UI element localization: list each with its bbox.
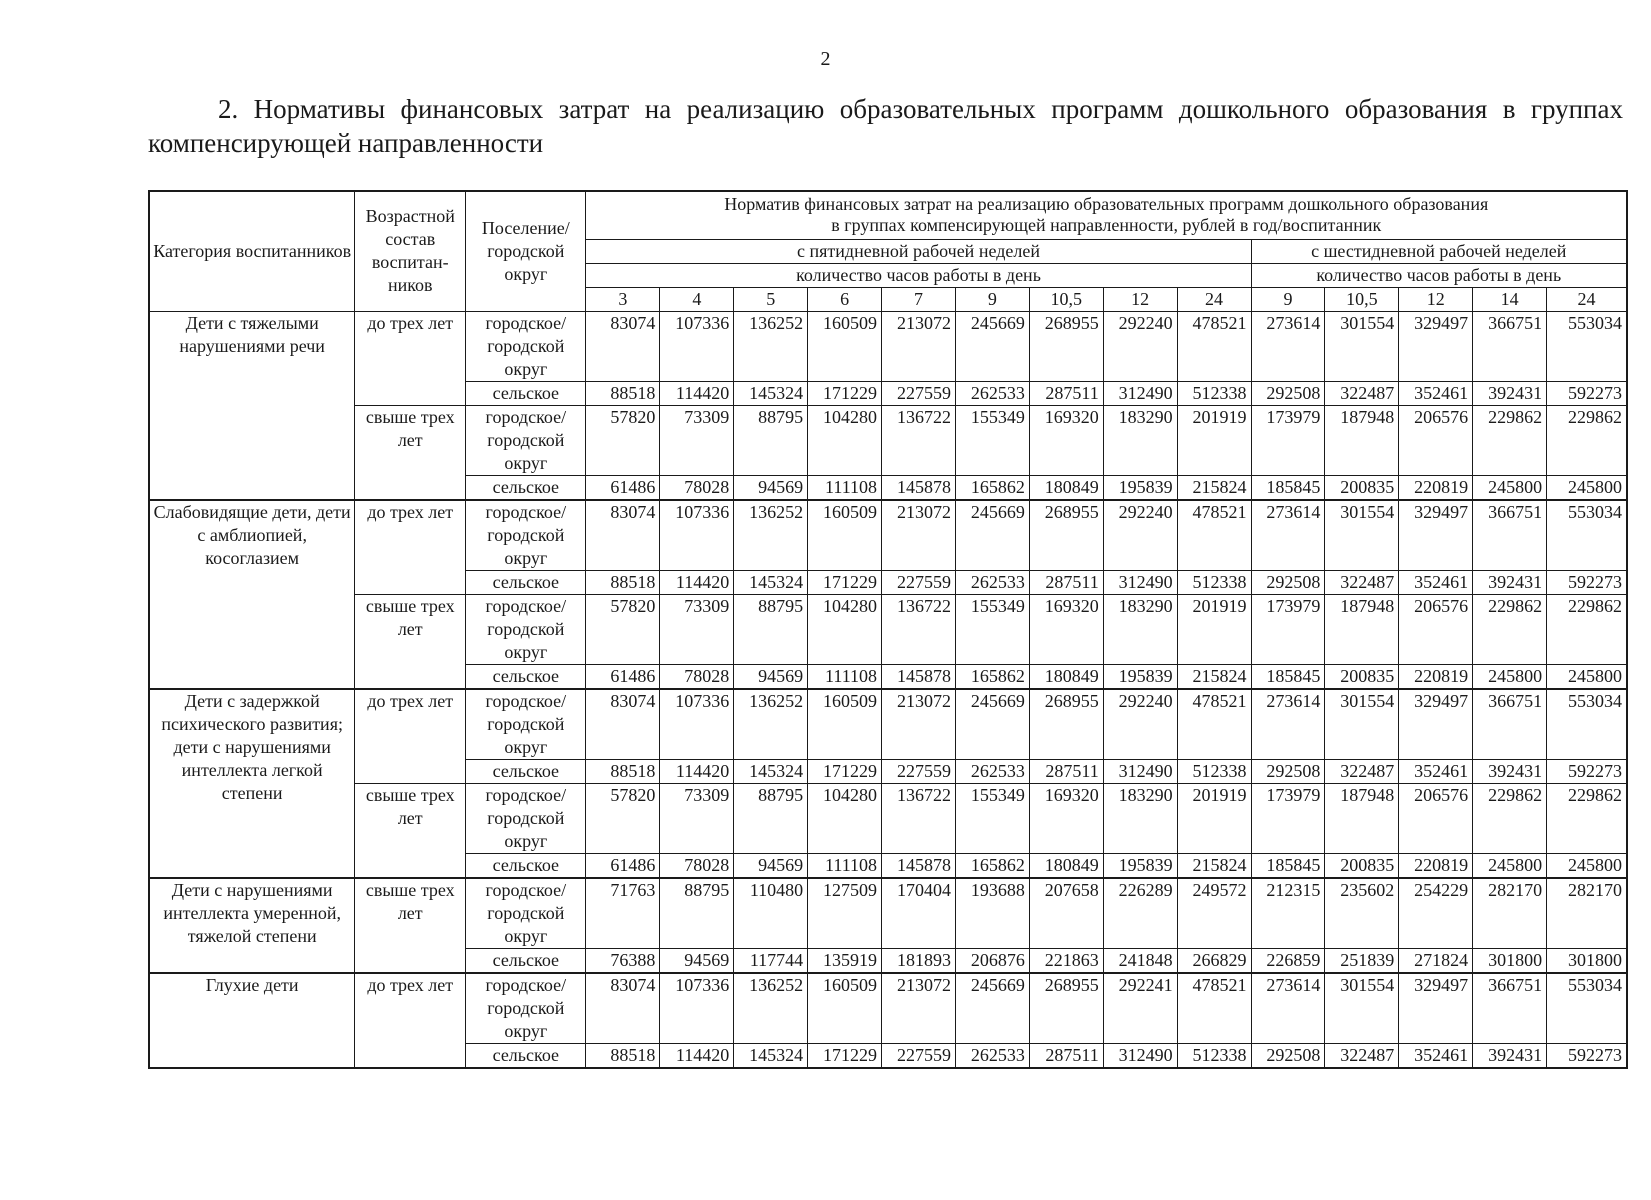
value-cell: 94569 (734, 475, 808, 500)
value-cell: 185845 (1251, 475, 1325, 500)
value-cell: 553034 (1547, 311, 1627, 381)
settlement-cell: городское/ городской округ (466, 878, 586, 949)
header-age: Возрастной состав воспитан-ников (355, 191, 466, 311)
age-cell: до трех лет (355, 689, 466, 784)
header-hours-five-5: 9 (955, 287, 1029, 311)
header-hours-six-day: количество часов работы в день (1251, 263, 1627, 287)
value-cell: 245800 (1547, 475, 1627, 500)
value-cell: 180849 (1029, 475, 1103, 500)
section-heading: 2. Нормативы финансовых затрат на реализацию образовательных программ дошкольного образования в группах компенсирующей направленности (148, 94, 1623, 158)
value-cell: 88518 (586, 1043, 660, 1068)
value-cell: 273614 (1251, 500, 1325, 571)
value-cell: 207658 (1029, 878, 1103, 949)
value-cell: 478521 (1177, 311, 1251, 381)
value-cell: 227559 (882, 381, 956, 405)
value-cell: 553034 (1547, 689, 1627, 760)
value-cell: 160509 (808, 973, 882, 1044)
value-cell: 292240 (1103, 311, 1177, 381)
value-cell: 145324 (734, 759, 808, 783)
value-cell: 322487 (1325, 759, 1399, 783)
value-cell: 104280 (808, 405, 882, 475)
value-cell: 366751 (1473, 311, 1547, 381)
value-cell: 201919 (1177, 594, 1251, 664)
settlement-cell: городское/ городской округ (466, 594, 586, 664)
value-cell: 220819 (1399, 853, 1473, 878)
value-cell: 165862 (955, 664, 1029, 689)
header-settlement: Поселение/ городской округ (466, 191, 586, 311)
value-cell: 245800 (1473, 664, 1547, 689)
value-cell: 114420 (660, 1043, 734, 1068)
value-cell: 88795 (660, 878, 734, 949)
category-cell: Дети с нарушениями интеллекта умеренной, тяжелой степени (149, 878, 355, 973)
value-cell: 155349 (955, 594, 1029, 664)
value-cell: 312490 (1103, 570, 1177, 594)
normatives-table (148, 190, 1628, 1069)
value-cell: 245800 (1547, 664, 1627, 689)
settlement-cell: сельское (466, 664, 586, 689)
age-cell: до трех лет (355, 500, 466, 595)
header-normative-line1: Норматив финансовых затрат на реализацию образовательных программ дошкольного образования (724, 194, 1489, 215)
value-cell: 213072 (882, 311, 956, 381)
value-cell: 117744 (734, 948, 808, 973)
settlement-cell: городское/ городской округ (466, 405, 586, 475)
value-cell: 366751 (1473, 689, 1547, 760)
value-cell: 83074 (586, 973, 660, 1044)
value-cell: 88518 (586, 570, 660, 594)
value-cell: 187948 (1325, 594, 1399, 664)
value-cell: 110480 (734, 878, 808, 949)
value-cell: 322487 (1325, 1043, 1399, 1068)
value-cell: 312490 (1103, 381, 1177, 405)
value-cell: 227559 (882, 1043, 956, 1068)
category-cell: Глухие дети (149, 973, 355, 1068)
value-cell: 104280 (808, 594, 882, 664)
value-cell: 206576 (1399, 594, 1473, 664)
value-cell: 312490 (1103, 1043, 1177, 1068)
settlement-cell: сельское (466, 853, 586, 878)
value-cell: 145324 (734, 570, 808, 594)
header-hours-six-0: 9 (1251, 287, 1325, 311)
value-cell: 553034 (1547, 500, 1627, 571)
value-cell: 83074 (586, 689, 660, 760)
value-cell: 180849 (1029, 664, 1103, 689)
value-cell: 206876 (955, 948, 1029, 973)
value-cell: 227559 (882, 759, 956, 783)
header-category: Категория воспитанников (149, 191, 355, 311)
value-cell: 553034 (1547, 973, 1627, 1044)
settlement-cell: сельское (466, 570, 586, 594)
value-cell: 173979 (1251, 405, 1325, 475)
value-cell: 78028 (660, 853, 734, 878)
value-cell: 57820 (586, 783, 660, 853)
value-cell: 171229 (808, 381, 882, 405)
value-cell: 241848 (1103, 948, 1177, 973)
value-cell: 111108 (808, 475, 882, 500)
value-cell: 266829 (1177, 948, 1251, 973)
table-row (149, 689, 1627, 760)
value-cell: 329497 (1399, 500, 1473, 571)
value-cell: 213072 (882, 973, 956, 1044)
value-cell: 262533 (955, 1043, 1029, 1068)
value-cell: 245669 (955, 973, 1029, 1044)
value-cell: 312490 (1103, 759, 1177, 783)
value-cell: 213072 (882, 500, 956, 571)
value-cell: 181893 (882, 948, 956, 973)
value-cell: 169320 (1029, 783, 1103, 853)
value-cell: 201919 (1177, 405, 1251, 475)
settlement-cell: сельское (466, 948, 586, 973)
value-cell: 329497 (1399, 689, 1473, 760)
value-cell: 245800 (1473, 853, 1547, 878)
value-cell: 94569 (734, 664, 808, 689)
value-cell: 201919 (1177, 783, 1251, 853)
settlement-cell: сельское (466, 1043, 586, 1068)
value-cell: 88795 (734, 594, 808, 664)
value-cell: 187948 (1325, 783, 1399, 853)
value-cell: 145324 (734, 381, 808, 405)
table-row (149, 311, 1627, 381)
settlement-cell: городское/ городской округ (466, 783, 586, 853)
value-cell: 287511 (1029, 570, 1103, 594)
value-cell: 301800 (1547, 948, 1627, 973)
age-cell: до трех лет (355, 311, 466, 405)
value-cell: 227559 (882, 570, 956, 594)
value-cell: 301554 (1325, 311, 1399, 381)
value-cell: 273614 (1251, 689, 1325, 760)
value-cell: 273614 (1251, 311, 1325, 381)
value-cell: 206576 (1399, 405, 1473, 475)
settlement-cell: сельское (466, 759, 586, 783)
value-cell: 478521 (1177, 500, 1251, 571)
value-cell: 200835 (1325, 853, 1399, 878)
value-cell: 155349 (955, 405, 1029, 475)
value-cell: 512338 (1177, 570, 1251, 594)
value-cell: 592273 (1547, 570, 1627, 594)
header-hours-five-2: 5 (734, 287, 808, 311)
value-cell: 392431 (1473, 570, 1547, 594)
category-cell: Слабовидящие дети, дети с амблиопией, косоглазием (149, 500, 355, 689)
value-cell: 215824 (1177, 853, 1251, 878)
value-cell: 262533 (955, 570, 1029, 594)
value-cell: 229862 (1547, 783, 1627, 853)
value-cell: 155349 (955, 783, 1029, 853)
value-cell: 171229 (808, 1043, 882, 1068)
settlement-cell: городское/ городской округ (466, 500, 586, 571)
value-cell: 165862 (955, 475, 1029, 500)
value-cell: 160509 (808, 500, 882, 571)
value-cell: 392431 (1473, 1043, 1547, 1068)
value-cell: 249572 (1177, 878, 1251, 949)
value-cell: 220819 (1399, 475, 1473, 500)
value-cell: 268955 (1029, 311, 1103, 381)
value-cell: 107336 (660, 500, 734, 571)
value-cell: 83074 (586, 500, 660, 571)
value-cell: 195839 (1103, 475, 1177, 500)
value-cell: 127509 (808, 878, 882, 949)
value-cell: 268955 (1029, 500, 1103, 571)
value-cell: 114420 (660, 381, 734, 405)
age-cell: свыше трех лет (355, 878, 466, 973)
value-cell: 262533 (955, 759, 1029, 783)
value-cell: 169320 (1029, 594, 1103, 664)
value-cell: 245800 (1473, 475, 1547, 500)
value-cell: 114420 (660, 570, 734, 594)
table-body (149, 311, 1627, 1068)
header-hours-five-7: 12 (1103, 287, 1177, 311)
value-cell: 136722 (882, 783, 956, 853)
value-cell: 61486 (586, 853, 660, 878)
value-cell: 160509 (808, 311, 882, 381)
header-normative (586, 191, 1627, 239)
value-cell: 76388 (586, 948, 660, 973)
value-cell: 83074 (586, 311, 660, 381)
value-cell: 171229 (808, 570, 882, 594)
value-cell: 245669 (955, 311, 1029, 381)
header-hours-five-8: 24 (1177, 287, 1251, 311)
value-cell: 478521 (1177, 689, 1251, 760)
value-cell: 366751 (1473, 500, 1547, 571)
header-hours-six-1: 10,5 (1325, 287, 1399, 311)
value-cell: 352461 (1399, 570, 1473, 594)
header-hours-five-6: 10,5 (1029, 287, 1103, 311)
value-cell: 229862 (1473, 594, 1547, 664)
header-hours-five-day: количество часов работы в день (586, 263, 1251, 287)
value-cell: 136252 (734, 973, 808, 1044)
value-cell: 185845 (1251, 853, 1325, 878)
page-number: 2 (820, 48, 831, 70)
value-cell: 301800 (1473, 948, 1547, 973)
header-hours-six-4: 24 (1547, 287, 1627, 311)
value-cell: 292508 (1251, 1043, 1325, 1068)
table-row (149, 500, 1627, 571)
value-cell: 215824 (1177, 475, 1251, 500)
value-cell: 73309 (660, 783, 734, 853)
value-cell: 88795 (734, 405, 808, 475)
value-cell: 136722 (882, 405, 956, 475)
value-cell: 292508 (1251, 759, 1325, 783)
header-five-day-week: с пятидневной рабочей неделей (586, 239, 1251, 263)
value-cell: 329497 (1399, 973, 1473, 1044)
value-cell: 104280 (808, 783, 882, 853)
value-cell: 366751 (1473, 973, 1547, 1044)
value-cell: 287511 (1029, 381, 1103, 405)
value-cell: 226289 (1103, 878, 1177, 949)
value-cell: 229862 (1473, 405, 1547, 475)
value-cell: 183290 (1103, 594, 1177, 664)
value-cell: 245669 (955, 689, 1029, 760)
value-cell: 592273 (1547, 381, 1627, 405)
table-row (149, 973, 1627, 1044)
value-cell: 170404 (882, 878, 956, 949)
age-cell: свыше трех лет (355, 405, 466, 500)
value-cell: 57820 (586, 405, 660, 475)
value-cell: 107336 (660, 973, 734, 1044)
value-cell: 61486 (586, 664, 660, 689)
value-cell: 215824 (1177, 664, 1251, 689)
value-cell: 229862 (1547, 594, 1627, 664)
value-cell: 111108 (808, 664, 882, 689)
value-cell: 187948 (1325, 405, 1399, 475)
value-cell: 287511 (1029, 1043, 1103, 1068)
age-cell: до трех лет (355, 973, 466, 1068)
value-cell: 145878 (882, 853, 956, 878)
value-cell: 136252 (734, 689, 808, 760)
header-hours-five-0: 3 (586, 287, 660, 311)
value-cell: 287511 (1029, 759, 1103, 783)
value-cell: 392431 (1473, 381, 1547, 405)
value-cell: 254229 (1399, 878, 1473, 949)
table-row (149, 405, 1627, 475)
value-cell: 329497 (1399, 311, 1473, 381)
value-cell: 301554 (1325, 973, 1399, 1044)
settlement-cell: сельское (466, 475, 586, 500)
value-cell: 71763 (586, 878, 660, 949)
value-cell: 193688 (955, 878, 1029, 949)
value-cell: 88518 (586, 381, 660, 405)
value-cell: 592273 (1547, 1043, 1627, 1068)
value-cell: 180849 (1029, 853, 1103, 878)
value-cell: 135919 (808, 948, 882, 973)
value-cell: 301554 (1325, 689, 1399, 760)
value-cell: 301554 (1325, 500, 1399, 571)
table-row (149, 783, 1627, 853)
value-cell: 78028 (660, 664, 734, 689)
header-hours-five-4: 7 (882, 287, 956, 311)
age-cell: свыше трех лет (355, 594, 466, 689)
header-six-day-week: с шестидневной рабочей неделей (1251, 239, 1627, 263)
value-cell: 235602 (1325, 878, 1399, 949)
value-cell: 229862 (1473, 783, 1547, 853)
value-cell: 352461 (1399, 381, 1473, 405)
value-cell: 57820 (586, 594, 660, 664)
header-hours-six-2: 12 (1399, 287, 1473, 311)
value-cell: 292508 (1251, 381, 1325, 405)
value-cell: 206576 (1399, 783, 1473, 853)
table-row (149, 878, 1627, 949)
value-cell: 292240 (1103, 689, 1177, 760)
category-cell: Дети с тяжелыми нарушениями речи (149, 311, 355, 500)
value-cell: 195839 (1103, 664, 1177, 689)
value-cell: 165862 (955, 853, 1029, 878)
value-cell: 251839 (1325, 948, 1399, 973)
value-cell: 136722 (882, 594, 956, 664)
value-cell: 183290 (1103, 783, 1177, 853)
value-cell: 94569 (660, 948, 734, 973)
value-cell: 78028 (660, 475, 734, 500)
value-cell: 61486 (586, 475, 660, 500)
settlement-cell: городское/ городской округ (466, 973, 586, 1044)
value-cell: 478521 (1177, 973, 1251, 1044)
settlement-cell: городское/ городской округ (466, 689, 586, 760)
header-hours-five-3: 6 (808, 287, 882, 311)
value-cell: 185845 (1251, 664, 1325, 689)
value-cell: 107336 (660, 311, 734, 381)
value-cell: 271824 (1399, 948, 1473, 973)
value-cell: 200835 (1325, 475, 1399, 500)
value-cell: 282170 (1547, 878, 1627, 949)
settlement-cell: городское/ городской округ (466, 311, 586, 381)
value-cell: 94569 (734, 853, 808, 878)
category-cell: Дети с задержкой психического развития; дети с нарушениями интеллекта легкой степени (149, 689, 355, 878)
value-cell: 268955 (1029, 973, 1103, 1044)
value-cell: 88795 (734, 783, 808, 853)
value-cell: 512338 (1177, 759, 1251, 783)
header-hours-five-1: 4 (660, 287, 734, 311)
value-cell: 262533 (955, 381, 1029, 405)
value-cell: 226859 (1251, 948, 1325, 973)
value-cell: 322487 (1325, 381, 1399, 405)
value-cell: 220819 (1399, 664, 1473, 689)
value-cell: 200835 (1325, 664, 1399, 689)
value-cell: 173979 (1251, 594, 1325, 664)
value-cell: 273614 (1251, 973, 1325, 1044)
table-header (149, 191, 1627, 311)
value-cell: 145324 (734, 1043, 808, 1068)
value-cell: 245669 (955, 500, 1029, 571)
settlement-cell: сельское (466, 381, 586, 405)
value-cell: 173979 (1251, 783, 1325, 853)
value-cell: 195839 (1103, 853, 1177, 878)
value-cell: 292240 (1103, 500, 1177, 571)
value-cell: 212315 (1251, 878, 1325, 949)
value-cell: 213072 (882, 689, 956, 760)
value-cell: 169320 (1029, 405, 1103, 475)
value-cell: 592273 (1547, 759, 1627, 783)
value-cell: 229862 (1547, 405, 1627, 475)
value-cell: 73309 (660, 405, 734, 475)
value-cell: 322487 (1325, 570, 1399, 594)
value-cell: 88518 (586, 759, 660, 783)
value-cell: 268955 (1029, 689, 1103, 760)
value-cell: 73309 (660, 594, 734, 664)
header-hours-six-3: 14 (1473, 287, 1547, 311)
value-cell: 245800 (1547, 853, 1627, 878)
table-row (149, 594, 1627, 664)
value-cell: 136252 (734, 311, 808, 381)
value-cell: 114420 (660, 759, 734, 783)
value-cell: 221863 (1029, 948, 1103, 973)
value-cell: 392431 (1473, 759, 1547, 783)
value-cell: 160509 (808, 689, 882, 760)
value-cell: 183290 (1103, 405, 1177, 475)
value-cell: 352461 (1399, 759, 1473, 783)
header-normative-line2: в группах компенсирующей направленности, рублей в год/воспитанник (831, 215, 1382, 236)
value-cell: 512338 (1177, 381, 1251, 405)
value-cell: 512338 (1177, 1043, 1251, 1068)
value-cell: 352461 (1399, 1043, 1473, 1068)
value-cell: 145878 (882, 664, 956, 689)
value-cell: 145878 (882, 475, 956, 500)
value-cell: 107336 (660, 689, 734, 760)
value-cell: 136252 (734, 500, 808, 571)
value-cell: 282170 (1473, 878, 1547, 949)
value-cell: 292241 (1103, 973, 1177, 1044)
value-cell: 171229 (808, 759, 882, 783)
age-cell: свыше трех лет (355, 783, 466, 878)
value-cell: 292508 (1251, 570, 1325, 594)
value-cell: 111108 (808, 853, 882, 878)
